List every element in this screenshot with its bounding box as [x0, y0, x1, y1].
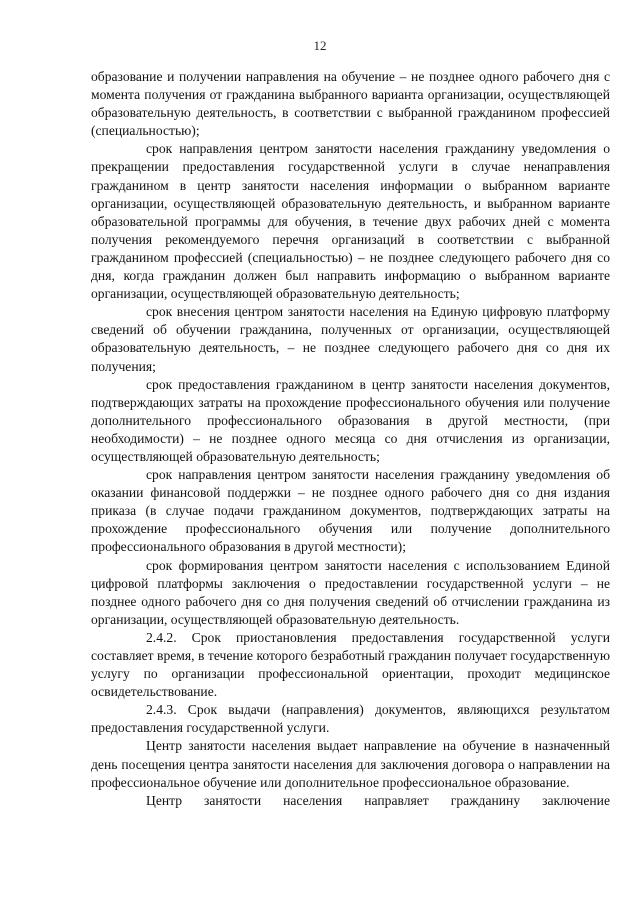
- paragraph: образование и получении направления на обучение – не позднее одного рабочего дня с момента получения от гражданина выбранного варианта организации, осуществляющей образовательную деятельность, в соответствии с выбранной гражданином профессией (специальностью);: [91, 69, 610, 139]
- page-number: 12: [313, 38, 327, 53]
- paragraph: срок предоставления гражданином в центр занятости населения документов, подтверждающих затраты на прохождение профессионального обучения или получение дополнительного профессионального образования в другой местности, (при необходимости) – не позднее одного месяца со дня отчисления из организации, осуществляющей образовательную деятельность;: [91, 376, 610, 464]
- paragraph: срок направления центром занятости населения гражданину уведомления об оказании финансовой поддержки – не позднее одного рабочего дня со дня издания приказа (в случае подачи гражданином документов, подтверждающих затраты на прохождение профессионального обучения или получение дополнительного профессионального образования в другой местности);: [91, 467, 610, 555]
- paragraph: срок внесения центром занятости населения на Единую цифровую платформу сведений об обучении гражданина, полученных от организации, осуществляющей образовательную деятельность, – не позднее следующего рабочего дня со дня их получения;: [91, 304, 610, 374]
- paragraph: 2.4.2. Срок приостановления предоставления государственной услуги составляет время, в течение которого безработный гражданин получает государственную услугу по организации профессиональной ориентации, проходит медицинское освидетельствование.: [91, 629, 610, 700]
- paragraph: Центр занятости населения направляет гражданину заключение: [146, 792, 610, 808]
- paragraph: 2.4.3. Срок выдачи (направления) документов, являющихся результатом предоставления государственной услуги.: [91, 702, 610, 736]
- paragraph: срок направления центром занятости населения гражданину уведомления о прекращении предоставления государственной услуги в случае ненаправления гражданином в центр занятости населения информации о выбранном варианте организации, осуществляющей образовательную деятельность, и выбранном варианте образовательной программы для обучения, в течение двух рабочих дней с момента получения рекомендуемого перечня организаций в соответствии с выбранной гражданином профессией (специальностью) – не позднее следующего рабочего дня со дня, когда гражданин должен был направить информацию о выбранном варианте организации, осуществляющей образовательную деятельность;: [91, 141, 610, 302]
- document-body: [91, 68, 610, 810]
- paragraph: Центр занятости населения выдает направление на обучение в назначенный день посещения центра занятости населения для заключения договора о направлении на профессиональное обучение или дополнительное профессиональное образование.: [91, 738, 610, 790]
- paragraph: срок формирования центром занятости населения с использованием Единой цифровой платформы заключения о предоставлении государственной услуги – не позднее одного рабочего дня со дня получения сведений об отчислении гражданина из организации, осуществляющей образовательную деятельность.: [91, 557, 610, 627]
